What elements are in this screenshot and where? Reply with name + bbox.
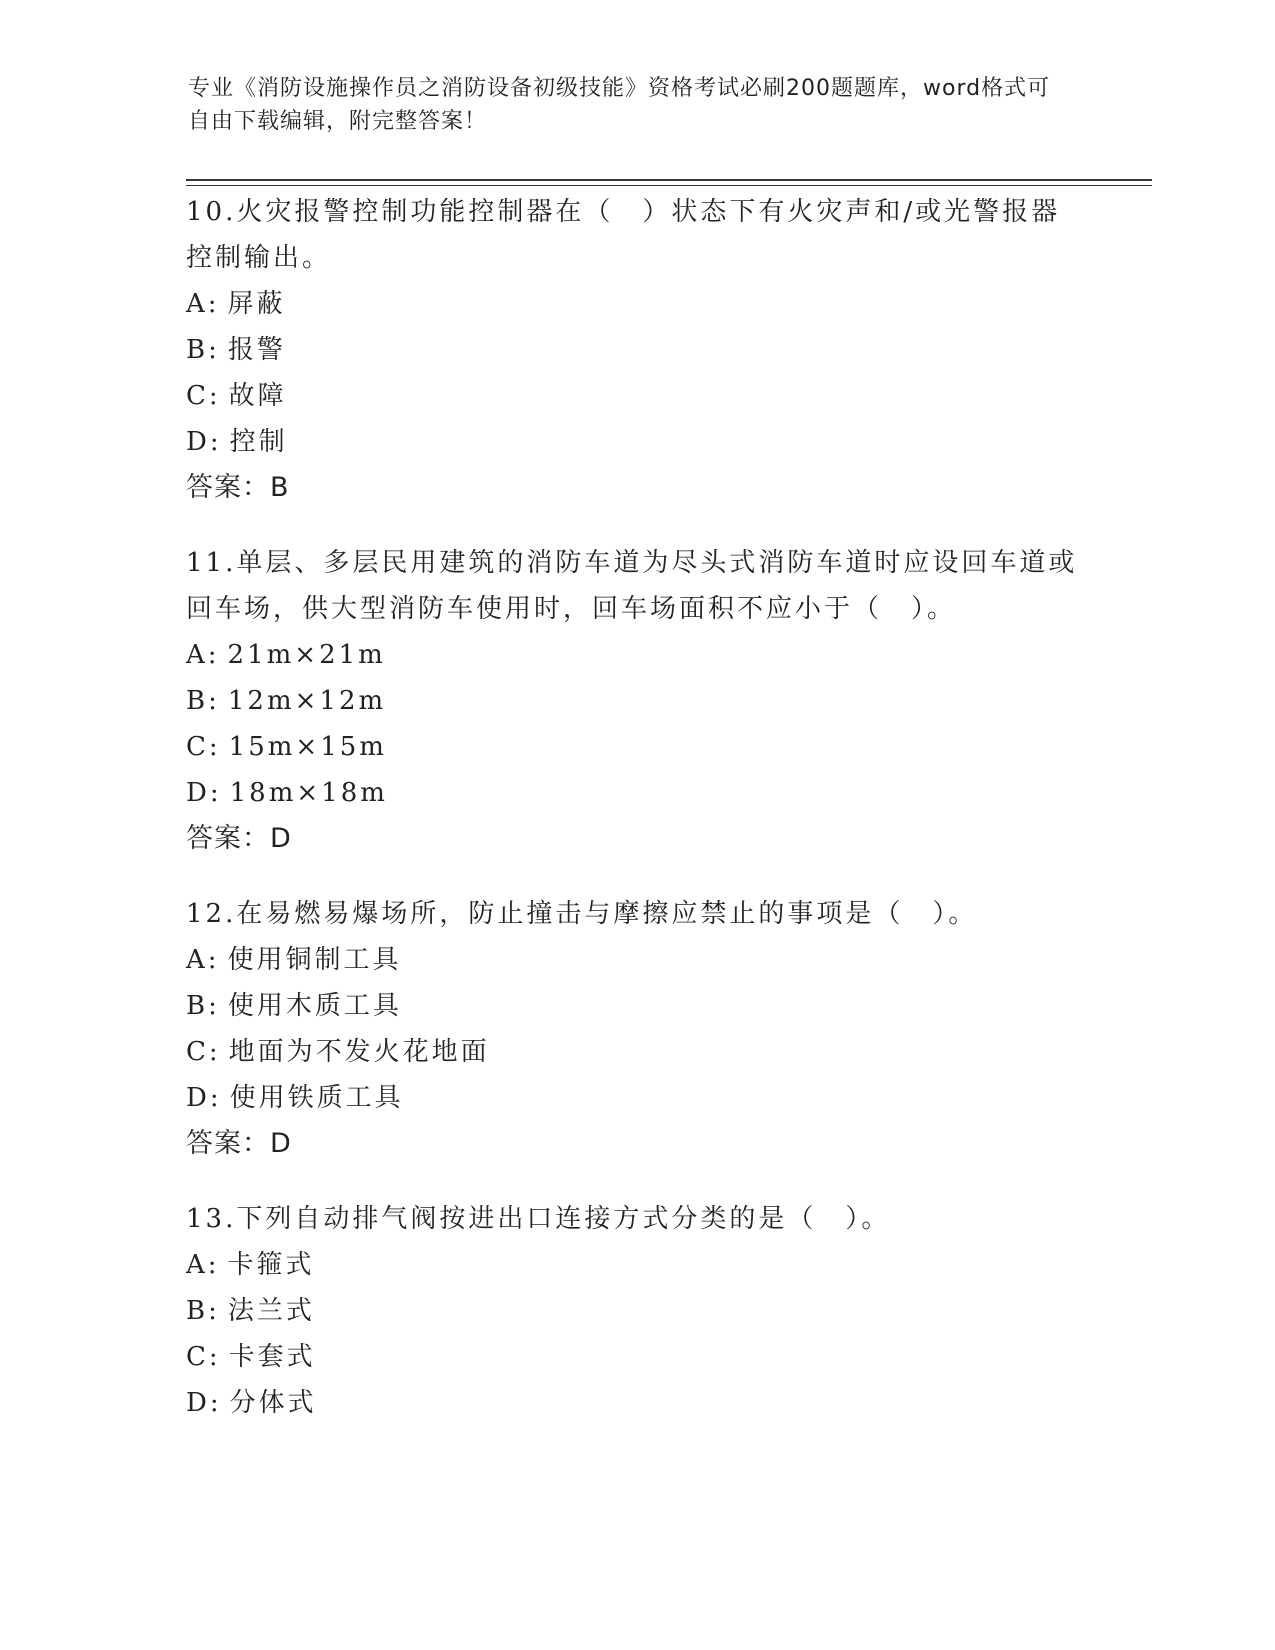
option-text: 使用木质工具 xyxy=(227,991,402,1021)
option-text: 控制 xyxy=(229,427,288,457)
option-letter: B xyxy=(186,686,209,716)
option-letter: B xyxy=(186,991,209,1021)
option-letter: D xyxy=(186,778,210,808)
option-b: B: 法兰式 xyxy=(186,1296,315,1326)
document-header: 专业《消防设施操作员之消防设备初级技能》资格考试必刷200题题库，word格式可自由下载编辑，附完整答案！ xyxy=(188,76,1051,134)
option-b: B: 使用木质工具 xyxy=(186,991,402,1021)
option-c: C: 地面为不发火花地面 xyxy=(186,1037,490,1067)
question-text: 11.单层、多层民用建筑的消防车道为尽头式消防车道时应设回车道或回车场，供大型消防车使用时，回车场面积不应小于（ ）。 xyxy=(186,548,1078,624)
option-a: A: 卡箍式 xyxy=(186,1250,315,1280)
question-13 xyxy=(186,1196,1086,1426)
option-b: B: 报警 xyxy=(186,335,286,365)
option-a: A: 使用铜制工具 xyxy=(186,945,402,975)
header-rule-thin xyxy=(186,185,1152,186)
option-text: 使用铜制工具 xyxy=(227,945,402,975)
answer-text: 答案：B xyxy=(186,472,290,503)
option-text: 使用铁质工具 xyxy=(229,1083,404,1113)
option-text: 屏蔽 xyxy=(227,289,286,319)
option-d: D: 使用铁质工具 xyxy=(186,1083,404,1113)
answer-text: 答案：D xyxy=(186,1128,292,1159)
option-text: 21m×21m xyxy=(227,640,386,670)
option-d: D: 18m×18m xyxy=(186,778,388,808)
option-letter: A xyxy=(186,1250,208,1280)
option-letter: A xyxy=(186,640,208,670)
option-c: C: 故障 xyxy=(186,381,287,411)
option-b: B: 12m×12m xyxy=(186,686,387,716)
option-letter: B xyxy=(186,1296,209,1326)
option-text: 分体式 xyxy=(229,1388,317,1418)
question-12 xyxy=(186,891,1086,1167)
option-d: D: 分体式 xyxy=(186,1388,317,1418)
option-text: 法兰式 xyxy=(227,1296,315,1326)
question-list xyxy=(186,189,1086,1455)
option-letter: A xyxy=(186,289,208,319)
option-text: 卡箍式 xyxy=(227,1250,315,1280)
answer-text: 答案：D xyxy=(186,823,292,854)
question-11 xyxy=(186,540,1086,862)
option-text: 卡套式 xyxy=(228,1342,316,1372)
option-letter: C xyxy=(186,1037,209,1067)
option-text: 报警 xyxy=(227,335,286,365)
option-a: A: 21m×21m xyxy=(186,640,386,670)
option-letter: A xyxy=(186,945,208,975)
option-letter: D xyxy=(186,1083,210,1113)
option-a: A: 屏蔽 xyxy=(186,289,286,319)
option-d: D: 控制 xyxy=(186,427,288,457)
option-c: C: 15m×15m xyxy=(186,732,387,762)
question-text: 10.火灾报警控制功能控制器在（ ）状态下有火灾声和/或光警报器控制输出。 xyxy=(186,197,1061,273)
option-letter: C xyxy=(186,381,209,411)
option-letter: D xyxy=(186,1388,210,1418)
option-text: 地面为不发火花地面 xyxy=(228,1037,490,1067)
option-text: 15m×15m xyxy=(228,732,387,762)
option-letter: C xyxy=(186,1342,209,1372)
option-text: 故障 xyxy=(228,381,287,411)
option-letter: B xyxy=(186,335,209,365)
question-10 xyxy=(186,189,1086,511)
question-text: 13.下列自动排气阀按进出口连接方式分类的是（ ）。 xyxy=(186,1204,891,1234)
option-c: C: 卡套式 xyxy=(186,1342,316,1372)
option-text: 18m×18m xyxy=(229,778,388,808)
question-text: 12.在易燃易爆场所，防止撞击与摩擦应禁止的事项是（ ）。 xyxy=(186,899,978,929)
option-letter: C xyxy=(186,732,209,762)
option-text: 12m×12m xyxy=(227,686,387,716)
header-rule-thick xyxy=(186,179,1152,181)
option-letter: D xyxy=(186,427,210,457)
